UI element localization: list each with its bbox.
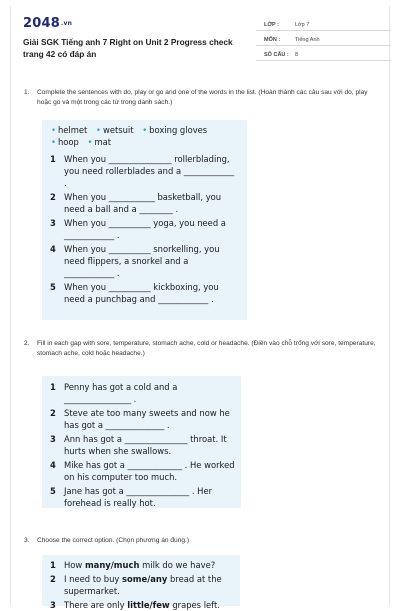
item-text: When you ___________ basketball, you need a ball and a ________ . xyxy=(64,192,222,214)
site-logo[interactable] xyxy=(23,16,72,31)
word-bank-item: boxing gloves xyxy=(149,125,208,135)
meta-value: 8 xyxy=(295,52,299,58)
item-option: many/much xyxy=(84,560,140,570)
exercise-item xyxy=(50,407,238,431)
meta-label: LỚP : xyxy=(264,22,279,28)
question-2 xyxy=(24,339,376,359)
exercise-item xyxy=(50,485,238,509)
item-number: 5 xyxy=(50,486,56,496)
bullet-icon: • xyxy=(51,125,56,135)
item-number: 1 xyxy=(50,382,56,392)
item-option: some/any xyxy=(122,574,168,584)
item-text: Jane has got a _______________ . Her forehead is really hot. xyxy=(64,486,213,508)
exercise-item xyxy=(50,599,238,611)
item-text: Mike has got a _____________ . He worked on his computer too much. xyxy=(64,460,235,482)
exercise-item xyxy=(50,433,238,457)
item-number: 3 xyxy=(50,600,56,610)
question-text: Choose the correct option. (Chọn phương án đúng.) xyxy=(37,537,190,544)
exercise-item xyxy=(50,559,238,571)
item-number: 1 xyxy=(50,560,56,570)
page-title: Giải SGK Tiếng anh 7 Right on Unit 2 Progress check trang 42 có đáp án xyxy=(23,37,233,59)
meta-label: SỐ CÂU : xyxy=(264,52,289,58)
meta-row-class xyxy=(256,17,391,31)
exercise-image-3 xyxy=(42,555,240,610)
item-text-pre: How xyxy=(64,560,85,570)
item-text: Penny has got a cold and a ________________ . xyxy=(64,382,178,404)
question-number: 2. xyxy=(24,340,30,347)
exercise-item xyxy=(50,459,238,483)
item-number: 2 xyxy=(50,408,56,418)
meta-value: Tiếng Anh xyxy=(295,37,320,43)
item-text-pre: I need to buy xyxy=(64,574,123,584)
item-number: 4 xyxy=(50,460,56,470)
item-text xyxy=(64,599,238,611)
item-text: Steve ate too many sweets and now he has got a ______________ . xyxy=(64,408,230,430)
word-bank-item: mat xyxy=(94,137,112,147)
bullet-icon: • xyxy=(142,125,148,135)
item-text-post: milk do we have? xyxy=(139,560,216,570)
item-text: When you _______________ rollerblading, you need rollerblades and a ____________ . xyxy=(64,154,235,188)
document-page xyxy=(10,6,390,610)
item-number: 3 xyxy=(50,218,56,228)
exercise-image-2 xyxy=(42,376,241,508)
item-number: 2 xyxy=(50,574,56,584)
item-text: When you __________ yoga, you need a ____________ . xyxy=(64,218,226,240)
logo-suffix: .vn xyxy=(60,20,73,27)
item-text xyxy=(64,559,238,571)
exercise-item xyxy=(50,191,238,215)
logo-text: 2048 xyxy=(23,16,60,31)
meta-row-subject xyxy=(256,32,391,46)
exercise-image-1 xyxy=(42,120,247,320)
item-number: 2 xyxy=(50,192,56,202)
meta-value: Lớp 7 xyxy=(295,22,310,28)
exercise-item xyxy=(50,153,238,189)
meta-label: MÔN : xyxy=(264,37,281,43)
item-text: When you __________ kickboxing, you need a punchbag and ____________ . xyxy=(64,282,219,304)
question-text: Fill in each gap with sore, temperature, stomach ache, cold or headache. (Điền vào chỗ trống với sore, temperature, stomach ache, cold hoặc headache.) xyxy=(37,340,376,357)
item-text: When you __________ snorkelling, you need flippers, a snorkel and a ____________ . xyxy=(64,244,220,278)
exercise-item xyxy=(50,573,238,597)
bullet-icon: • xyxy=(87,137,93,147)
exercise-item xyxy=(50,243,238,279)
question-3 xyxy=(24,536,376,546)
bullet-icon: • xyxy=(51,137,56,147)
item-number: 5 xyxy=(50,282,56,292)
word-bank-row xyxy=(51,136,213,148)
bullet-icon: • xyxy=(96,125,101,135)
item-text-pre: There are only xyxy=(64,600,128,610)
word-bank-item: hoop xyxy=(57,137,79,147)
question-number: 3. xyxy=(24,537,30,544)
word-bank-row xyxy=(51,124,213,136)
item-number: 3 xyxy=(50,434,56,444)
item-number: 4 xyxy=(50,244,56,254)
item-text xyxy=(64,573,238,597)
item-text-post: grapes left. xyxy=(169,600,220,610)
item-text-post: bread at the supermarket. xyxy=(64,574,222,596)
exercise-item xyxy=(50,381,238,405)
exercise-item xyxy=(50,217,238,241)
question-number: 1. xyxy=(24,89,30,96)
word-bank-item: helmet xyxy=(57,125,88,135)
word-bank-item: wetsuit xyxy=(102,125,134,135)
item-text: Ann has got a _______________ throat. It hurts when she swallows. xyxy=(64,434,227,456)
item-number: 1 xyxy=(50,154,56,164)
exercise-item xyxy=(50,281,238,305)
word-bank xyxy=(51,124,213,148)
question-1 xyxy=(24,88,376,108)
question-text: Complete the sentences with do, play or go and one of the words in the list. (Hoàn thành các câu sau với do, play hoặc go và một trong các từ trong danh sách.) xyxy=(37,89,368,106)
meta-row-count xyxy=(256,47,391,61)
item-option: little/few xyxy=(127,600,170,610)
